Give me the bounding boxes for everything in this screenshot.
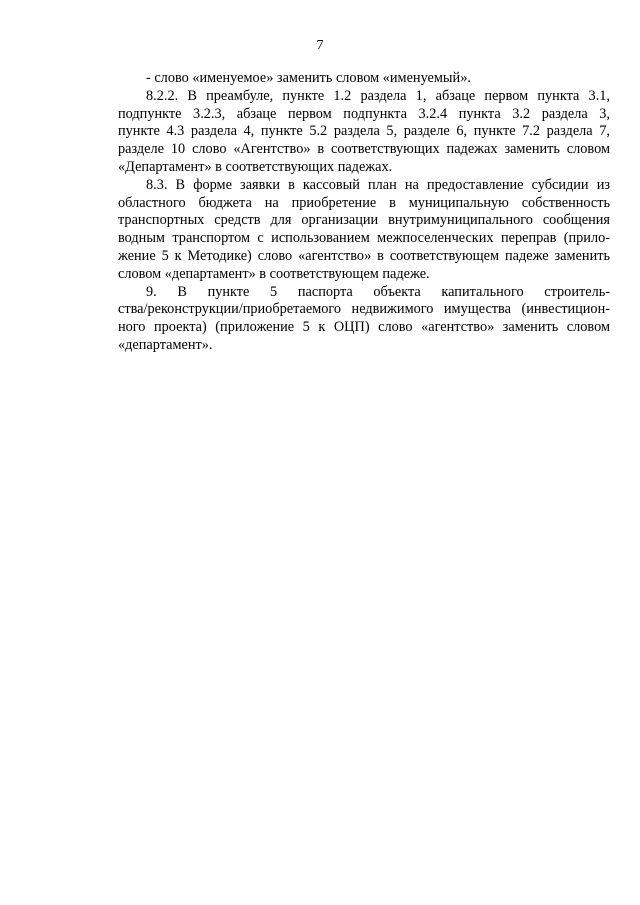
- paragraph-line: «Департамент» в соответствующих падежах.: [118, 158, 393, 175]
- paragraph-line: жение 5 к Методике) слово «агентство» в соответствующем падеже заменить: [118, 247, 610, 264]
- paragraph-line: ного проекта) (приложение 5 к ОЦП) слово «агентство» заменить словом: [118, 319, 610, 336]
- paragraph-naming-replacement: [118, 70, 610, 88]
- paragraph-line: транспортных средств для организации внутримуниципального сообщения: [118, 212, 610, 229]
- paragraph-line: пункте 4.3 раздела 4, пункте 5.2 раздела 5, разделе 6, пункте 7.2 раздела 7,: [118, 123, 610, 140]
- paragraph-9: [118, 284, 610, 355]
- paragraph-line: 9. В пункте 5 паспорта объекта капитального строитель-: [146, 283, 610, 300]
- paragraph-line: 8.2.2. В преамбуле, пункте 1.2 раздела 1, абзаце первом пункта 3.1,: [146, 87, 610, 104]
- paragraph-8-2-2: [118, 88, 610, 177]
- paragraph-line: разделе 10 слово «Агентство» в соответствующих падежах заменить словом: [118, 141, 610, 158]
- paragraph-line: «департамент».: [118, 336, 213, 353]
- paragraph-line: ства/реконструкции/приобретаемого недвижимого имущества (инвестицион-: [118, 301, 610, 318]
- paragraph-line: водным транспортом с использованием межпоселенческих переправ (прило-: [118, 230, 610, 247]
- paragraph-line: подпункте 3.2.3, абзаце первом подпункта 3.2.4 пункта 3.2 раздела 3,: [118, 105, 610, 122]
- paragraph-8-3: [118, 177, 610, 284]
- paragraph-line: - слово «именуемое» заменить словом «именуемый».: [146, 70, 471, 86]
- page-number: 7: [316, 38, 324, 53]
- paragraph-line: словом «департамент» в соответствующем падеже.: [118, 265, 430, 282]
- paragraph-line: областного бюджета на приобретение в муниципальную собственность: [118, 194, 610, 211]
- document-body: [118, 70, 610, 355]
- paragraph-line: 8.3. В форме заявки в кассовый план на предоставление субсидии из: [146, 176, 610, 193]
